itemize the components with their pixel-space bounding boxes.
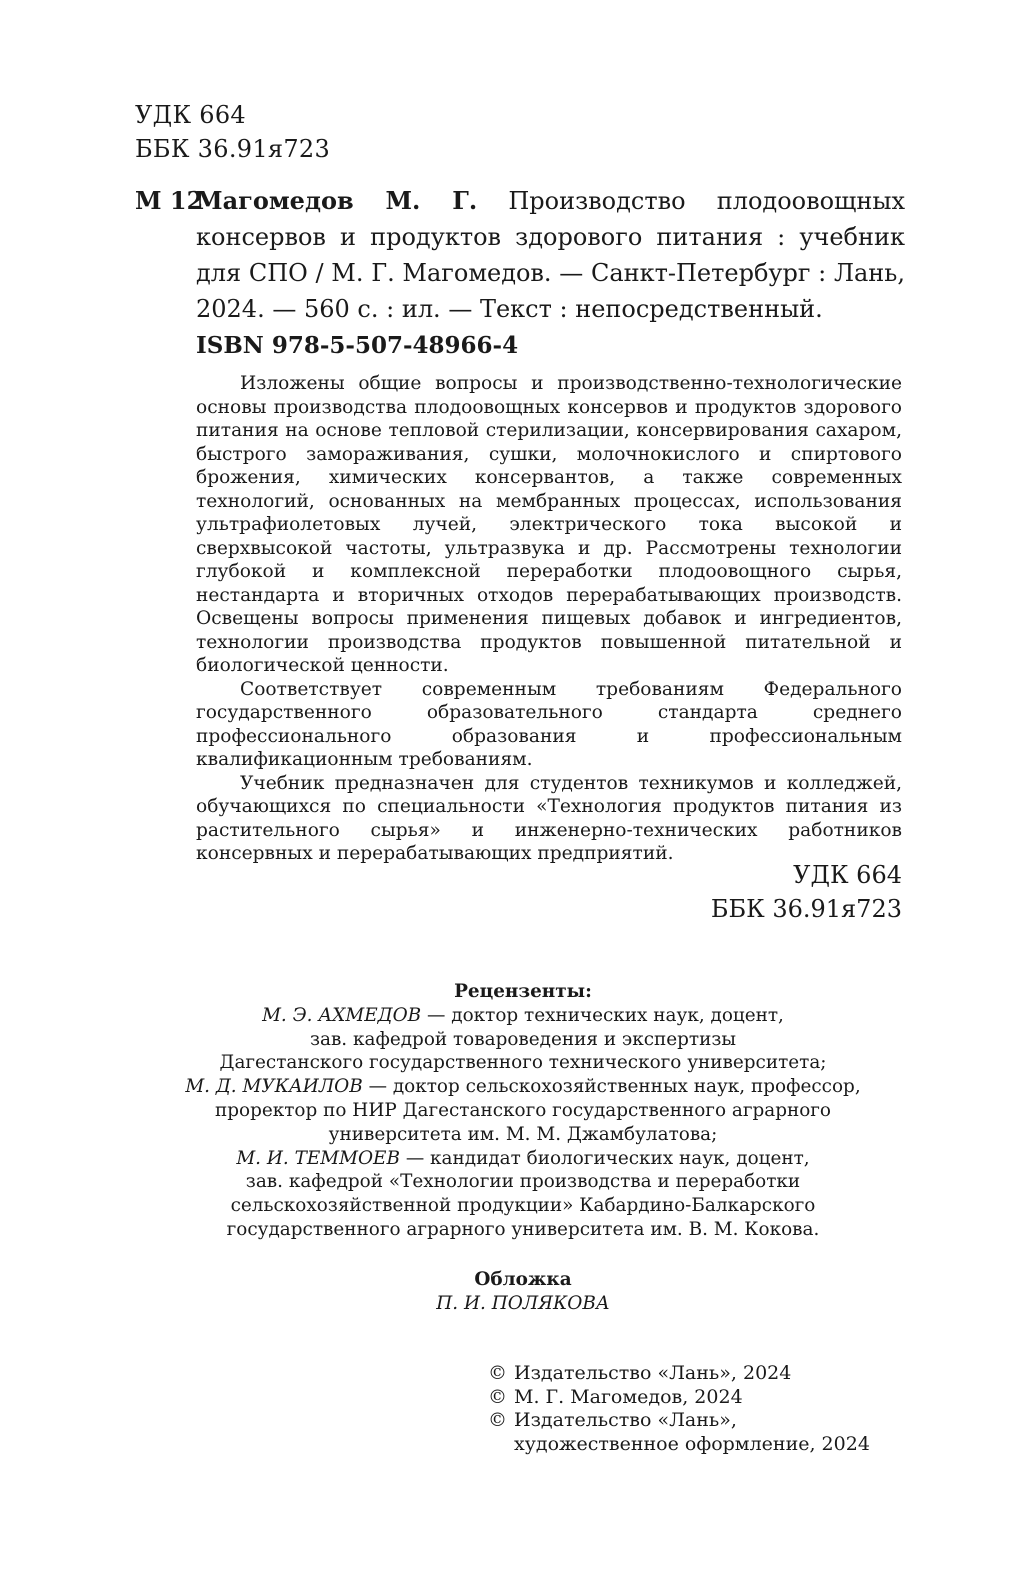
copyright-line <box>488 1386 908 1410</box>
annotation-paragraph: Соответствует современным требованиям Федерального государственного образовательного стандарта среднего профессионального образования и профессиональным квалификационным требованиям. <box>196 678 902 770</box>
reviewers-title: Рецензенты: <box>454 981 592 1002</box>
copyright-text-continued: художественное оформление, 2024 <box>514 1432 870 1455</box>
reviewer-affiliation: сельскохозяйственной продукции» Кабардино-Балкарского <box>230 1195 816 1217</box>
reviewer <box>150 1075 896 1146</box>
copyright-icon: © <box>488 1409 507 1431</box>
classification-footer <box>711 858 902 926</box>
copyright-icon: © <box>488 1385 507 1408</box>
reviewer-position: зав. кафедрой «Технологии производства и переработки <box>245 1171 801 1193</box>
annotation-paragraph: Изложены общие вопросы и производственно-технологические основы производства плодоовощных консервов и продуктов здорового питания на основе тепловой стерилизации, консервирования сахаром, быстрого замораживания, сушки, молочнокислого и спиртового брожения, химических консервантов, а также современных технологий, основанных на мембранных процессах, использования ультрафиолетовых лучей, электрического тока высокой и сверхвысокой частоты, ультразвука и др. Рассмотрены технологии глубокой и комплексной переработки плодоовощного сырья, нестандарта и вторичных отходов перерабатывающих производств. Освещены вопросы применения пищевых добавок и ингредиентов, технологии производства продуктов повышенной питательной и биологической ценности. <box>196 373 902 676</box>
copyright-text: Издательство «Лань», 2024 <box>514 1362 792 1384</box>
author-sign: М 12 <box>135 186 204 215</box>
copyright-line <box>488 1362 908 1386</box>
description-text: Производство плодоовощных консервов и продуктов здорового питания : учебник для СПО / М. Г. Магомедов. — Санкт-Петербург : Лань, 2024. — 560 с. : ил. — Текст : непосредственный. <box>196 187 905 323</box>
copyright-text: Издательство «Лань», <box>514 1409 737 1431</box>
reviewer <box>150 1147 896 1242</box>
reviewer-position: зав. кафедрой товароведения и экспертизы <box>309 1028 737 1050</box>
reviewer-name: М. Э. АХМЕДОВ <box>262 1004 422 1026</box>
cover-title: Обложка <box>474 1269 572 1290</box>
udk-code: УДК 664 <box>793 861 902 889</box>
copyright-text: М. Г. Магомедов, 2024 <box>514 1385 743 1408</box>
bibliographic-description <box>196 183 905 327</box>
reviewer-affiliation: университета им. М. М. Джамбулатова; <box>328 1123 718 1145</box>
reviewers <box>150 980 896 1242</box>
cover-credit <box>150 1268 896 1316</box>
reviewer-position: проректор по НИР Дагестанского государственного аграрного <box>214 1099 832 1121</box>
annotation-paragraph: Учебник предназначен для студентов техникумов и колледжей, обучающихся по специальности «Технология продуктов питания из растительного сырья» и инженерно-технических работников консервных и перерабатывающих предприятий. <box>196 772 902 864</box>
reviewer-affiliation: Дагестанского государственного технического университета; <box>219 1052 827 1074</box>
annotation <box>196 372 902 866</box>
cover-designer: П. И. ПОЛЯКОВА <box>436 1293 610 1314</box>
copyright-icon: © <box>488 1362 507 1384</box>
reviewer-credentials: — кандидат биологических наук, доцент, <box>399 1147 810 1169</box>
reviewer <box>150 1004 896 1075</box>
classification-header <box>135 98 330 166</box>
reviewer-credentials: — доктор сельскохозяйственных наук, профессор, <box>362 1076 861 1098</box>
reviewer-name: М. И. ТЕММОЕВ <box>236 1147 400 1169</box>
reviewer-name: М. Д. МУКАИЛОВ <box>185 1076 363 1098</box>
copyright-block <box>488 1362 908 1456</box>
bbk-code: ББК 36.91я723 <box>135 135 331 163</box>
isbn: ISBN 978-5-507-48966-4 <box>196 332 519 359</box>
catalog-entry <box>135 183 905 327</box>
author-name: Магомедов М. Г. <box>196 186 478 215</box>
bbk-code: ББК 36.91я723 <box>710 895 902 923</box>
copyright-line <box>488 1409 908 1433</box>
reviewer-affiliation: государственного аграрного университета им. В. М. Кокова. <box>226 1218 820 1240</box>
udk-code: УДК 664 <box>135 101 246 129</box>
reviewer-credentials: — доктор технических наук, доцент, <box>421 1004 784 1026</box>
